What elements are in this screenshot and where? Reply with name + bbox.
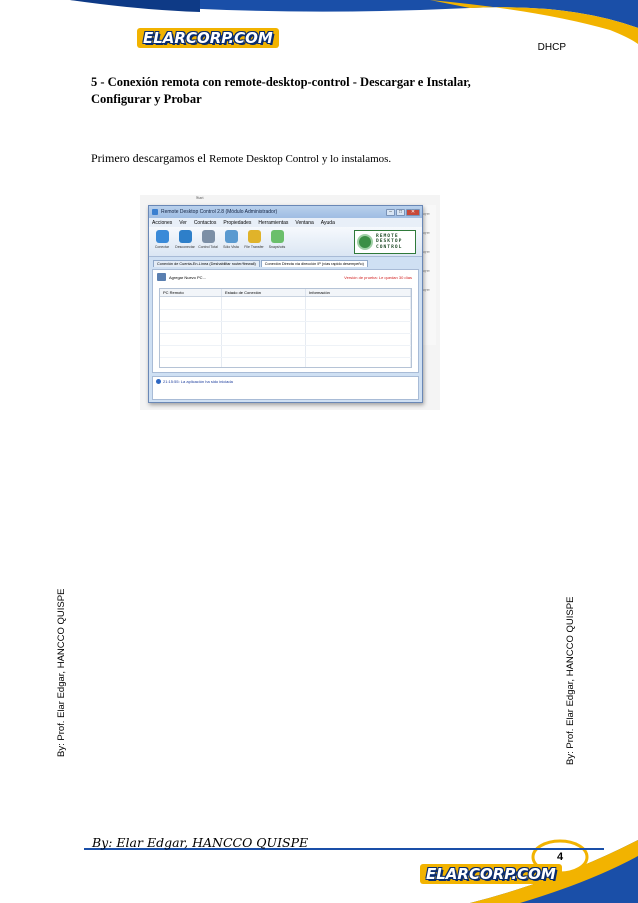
app-icon <box>152 209 158 215</box>
heading-line-2: Configurar y Probar <box>91 92 202 106</box>
connection-panel <box>152 269 419 373</box>
menu-item-contactos[interactable]: Contactos <box>193 219 217 226</box>
window-titlebar[interactable] <box>149 206 422 218</box>
snapshots-button[interactable]: Snapshots <box>267 230 287 249</box>
embedded-screenshot <box>140 195 440 410</box>
window-title: Remote Desktop Control 2.8 (Módulo Administrador) <box>161 209 278 215</box>
header-logo: ELARCORP.COM <box>137 28 279 48</box>
product-logo <box>354 230 416 254</box>
file-transfer-button[interactable]: File Transfer <box>244 230 264 249</box>
connection-tabs <box>149 257 422 267</box>
monitor-icon <box>202 230 215 243</box>
intro-paragraph <box>91 150 551 167</box>
footer-author: By: Elar Edgar, HANCCO QUISPE <box>92 835 309 850</box>
close-icon[interactable]: ✕ <box>406 209 420 216</box>
add-pc-link[interactable]: Agregar Nuevo PC... <box>169 274 206 280</box>
toolbar <box>149 227 422 257</box>
peek-item: ayer <box>423 268 430 273</box>
product-logo-text: REMOTE DESKTOP CONTROL <box>376 233 403 250</box>
menu-item-herramientas[interactable]: Herramientas <box>258 219 289 226</box>
column-header-info[interactable]: Información <box>306 289 411 296</box>
menu-bar <box>149 218 422 227</box>
heading-line-1: 5 - Conexión remota con remote-desktop-control - Descargar e Instalar, <box>91 75 471 89</box>
peek-item: ayer <box>423 230 430 235</box>
peek-item: ayer <box>423 211 430 216</box>
para-before: Primero descargamos el <box>91 151 210 165</box>
status-log-text: 21:15:55: La aplicación ha sido iniciada <box>163 379 233 384</box>
peek-item: ayer <box>423 287 430 292</box>
gear-icon <box>357 234 373 250</box>
add-pc-row <box>153 270 418 284</box>
menu-item-ver[interactable]: Ver <box>179 219 187 226</box>
column-header-remote-pc[interactable]: PC Remoto <box>160 289 222 296</box>
menu-item-ayuda[interactable]: Ayuda <box>320 219 335 226</box>
remote-pc-table <box>159 288 412 368</box>
menu-item-propiedades[interactable]: Propiedades <box>223 219 252 226</box>
connect-icon <box>156 230 169 243</box>
view-only-button[interactable]: Sólo Vista <box>221 230 241 249</box>
side-author-right: By: Prof. Elar Edgar, HANCCO QUISPE <box>565 596 576 765</box>
tab-online-account[interactable]: Conexión de Cuenta-En-Línea (Deshabilitar router/firewall) <box>153 260 260 267</box>
camera-icon <box>271 230 284 243</box>
window-controls <box>386 209 420 216</box>
disconnect-button[interactable]: Desconectar <box>175 230 195 249</box>
tab-direct-ip[interactable]: Conexión Directa vía dirección IP (vías rapido desempeño) <box>261 260 368 267</box>
info-icon <box>156 379 161 384</box>
app-window <box>148 205 423 403</box>
minimize-icon[interactable]: – <box>386 209 395 216</box>
peek-item: ayer <box>423 249 430 254</box>
header-swoosh <box>0 0 638 70</box>
status-log <box>152 376 419 400</box>
section-heading <box>91 74 541 108</box>
add-computer-icon[interactable] <box>157 273 166 281</box>
folder-icon <box>248 230 261 243</box>
column-header-status[interactable]: Estado de Conexión <box>222 289 306 296</box>
view-icon <box>225 230 238 243</box>
menu-item-acciones[interactable]: Acciones <box>152 219 173 226</box>
para-app-name: Remote Desktop Control <box>209 153 320 165</box>
maximize-icon[interactable]: □ <box>396 209 405 216</box>
connect-button[interactable]: Conectar <box>152 230 172 249</box>
table-body[interactable] <box>160 297 411 367</box>
side-author-left: By: Prof. Elar Edgar, HANCCO QUISPE <box>56 588 67 757</box>
background-window-title: Start <box>196 195 204 200</box>
disconnect-icon <box>179 230 192 243</box>
table-header <box>160 289 411 297</box>
section-label: DHCP <box>537 42 566 53</box>
trial-notice: Versión de prueba: Le quedan 30 días <box>344 274 412 280</box>
footer-logo: ELARCORP.COM <box>420 864 562 884</box>
page-number: 4 <box>556 851 564 863</box>
menu-item-ventana[interactable]: Ventana <box>295 219 314 226</box>
full-control-button[interactable]: Control Total <box>198 230 218 249</box>
para-after: y lo instalamos. <box>319 153 392 165</box>
